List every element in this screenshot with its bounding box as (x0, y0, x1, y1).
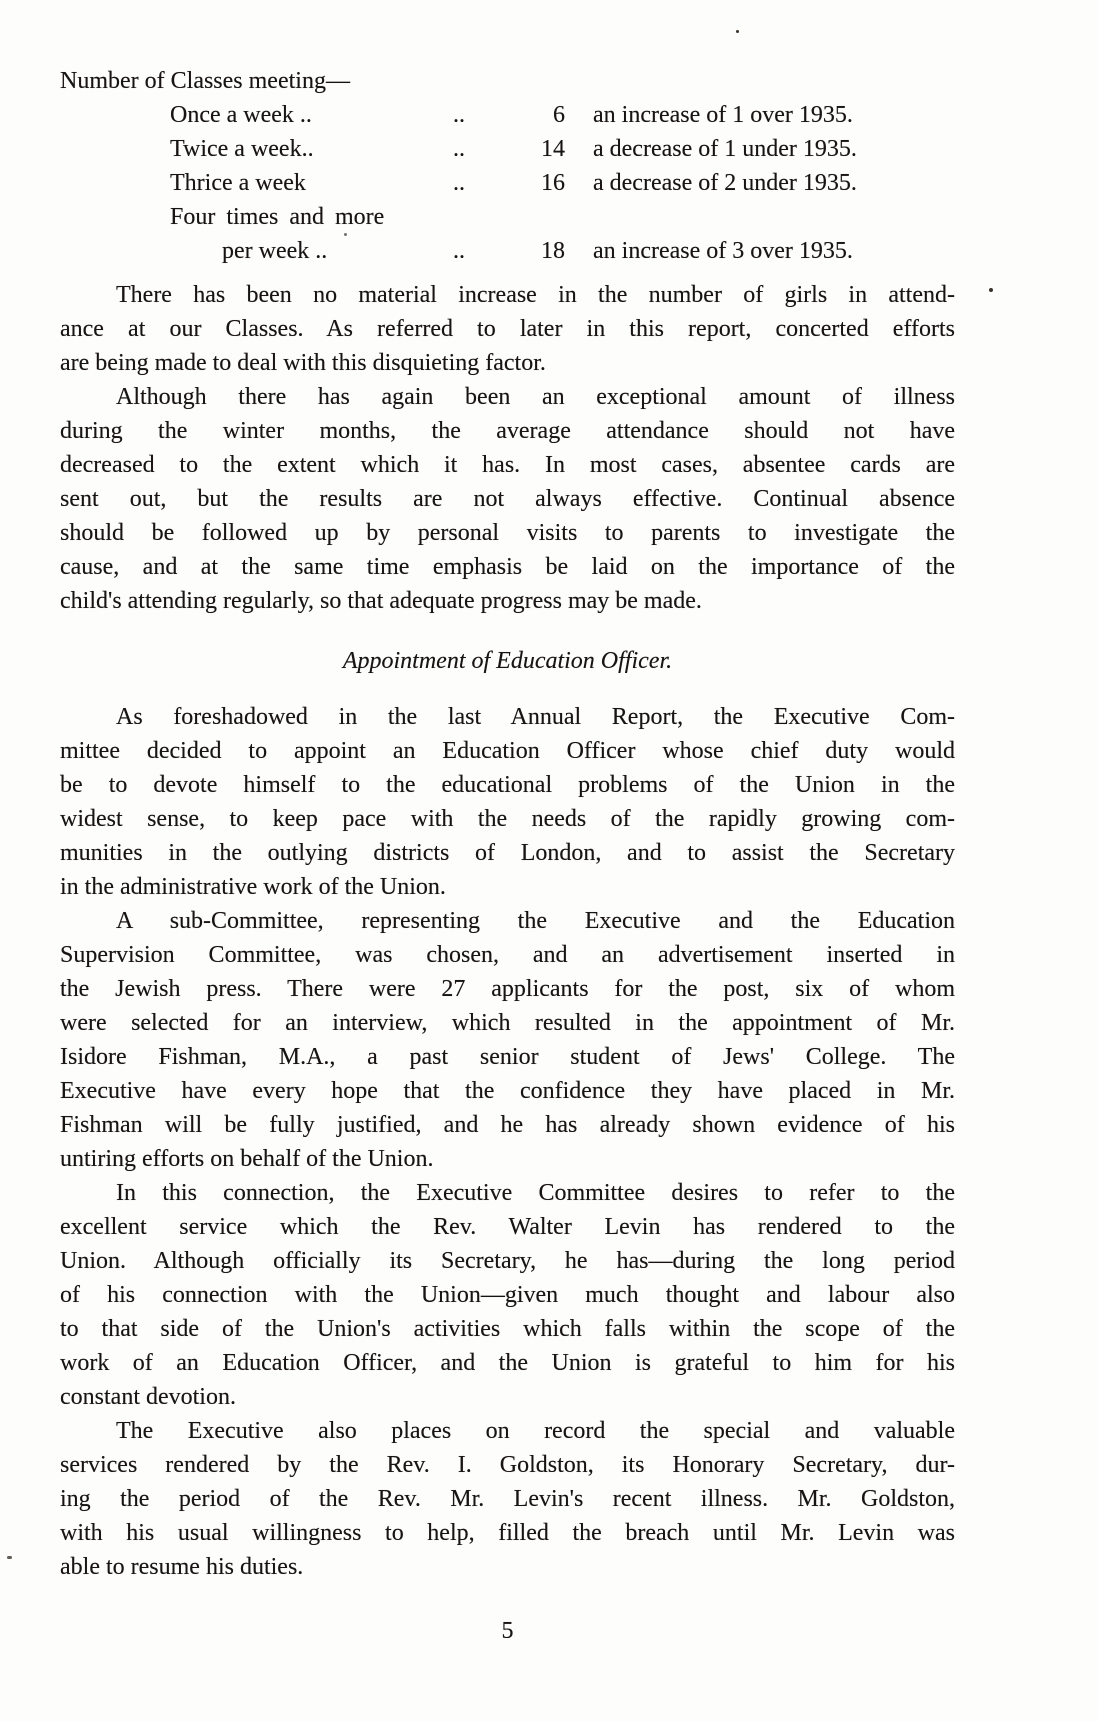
text-line: decreased to the extent which it has. In most cases, absentee cards are (60, 452, 955, 478)
paragraph-sub-committee (60, 904, 955, 1176)
text-line: services rendered by the Rev. I. Goldston, its Honorary Secretary, dur- (60, 1452, 955, 1478)
text-line: mittee decided to appoint an Education Officer whose chief duty would (60, 738, 955, 764)
text-line: In this connection, the Executive Committee desires to refer to the (116, 1180, 955, 1206)
text-line: to that side of the Union's activities which falls within the scope of the (60, 1316, 955, 1342)
text-line: Executive have every hope that the confidence they have placed in Mr. (60, 1078, 955, 1104)
dot-leader: .. (453, 170, 465, 196)
text-line: Union. Although officially its Secretary, he has—during the long period (60, 1248, 955, 1274)
scan-speck (344, 233, 347, 236)
section-heading: Appointment of Education Officer. (342, 648, 673, 674)
text-line: child's attending regularly, so that adequate progress may be made. (60, 588, 702, 614)
paragraph-attendance (60, 278, 955, 380)
text-line: Isidore Fishman, M.A., a past senior student of Jews' College. The (60, 1044, 955, 1070)
text-line: The Executive also places on record the special and valuable (116, 1418, 955, 1444)
text-line: untiring efforts on behalf of the Union. (60, 1146, 434, 1172)
text-line: Supervision Committee, was chosen, and an advertisement inserted in (60, 942, 955, 968)
row-label-text: per week .. (222, 238, 328, 264)
paragraph-education-officer (60, 700, 955, 904)
text-line: able to resume his duties. (60, 1554, 304, 1580)
table-row-continuation: Four times and more (170, 204, 385, 230)
table-intro: Number of Classes meeting— (60, 68, 350, 94)
text-line: widest sense, to keep pace with the needs of the rapidly growing com- (60, 806, 955, 832)
text-line: Although there has again been an exceptional amount of illness (116, 384, 955, 410)
table-row (222, 234, 955, 268)
row-label-text: Twice a week.. (170, 136, 314, 162)
text-line: As foreshadowed in the last Annual Report, the Executive Com- (116, 704, 955, 730)
classes-table (60, 64, 955, 268)
dot-leader: .. (453, 238, 465, 264)
text-line: ing the period of the Rev. Mr. Levin's recent illness. Mr. Goldston, (60, 1486, 955, 1512)
page-footer (60, 1614, 955, 1648)
table-row-value: 6 (553, 102, 565, 128)
table-row-note: an increase of 3 over 1935. (593, 238, 853, 264)
row-label-text: Thrice a week (170, 170, 306, 196)
text-line: during the winter months, the average attendance should not have (60, 418, 955, 444)
table-row-label (170, 166, 465, 200)
row-label-text: Once a week .. (170, 102, 312, 128)
scan-speck (989, 288, 993, 292)
table-row (170, 98, 955, 132)
table-row-value: 16 (541, 170, 565, 196)
table-row-note: a decrease of 2 under 1935. (593, 170, 857, 196)
table-row-value: 18 (541, 238, 565, 264)
scan-speck (7, 1556, 12, 1559)
table-row-value: 14 (541, 136, 565, 162)
dot-leader: .. (453, 136, 465, 162)
text-line: are being made to deal with this disquieting factor. (60, 350, 546, 376)
dot-leader: .. (453, 102, 465, 128)
page-number: 5 (501, 1618, 514, 1644)
table-row (170, 132, 955, 166)
text-line: There has been no material increase in the number of girls in attend- (116, 282, 955, 308)
table-row-label (170, 98, 465, 132)
text-line: Fishman will be fully justified, and he has already shown evidence of his (60, 1112, 955, 1138)
table-row-label (170, 132, 465, 166)
text-line: with his usual willingness to help, filled the breach until Mr. Levin was (60, 1520, 955, 1546)
text-line: cause, and at the same time emphasis be laid on the importance of the (60, 554, 955, 580)
text-line: excellent service which the Rev. Walter Levin has rendered to the (60, 1214, 955, 1240)
text-line: ance at our Classes. As referred to later in this report, concerted efforts (60, 316, 955, 342)
paragraph-goldston (60, 1414, 955, 1584)
scan-speck (736, 30, 739, 33)
table-row-label (222, 234, 465, 268)
paragraph-walter-levin (60, 1176, 955, 1414)
text-line: the Jewish press. There were 27 applicants for the post, six of whom (60, 976, 955, 1002)
table-row-note: an increase of 1 over 1935. (593, 102, 853, 128)
text-line: in the administrative work of the Union. (60, 874, 446, 900)
text-line: A sub-Committee, representing the Executive and the Education (116, 908, 955, 934)
table-row-note: a decrease of 1 under 1935. (593, 136, 857, 162)
text-line: work of an Education Officer, and the Union is grateful to him for his (60, 1350, 955, 1376)
paragraph-illness (60, 380, 955, 618)
text-line: constant devotion. (60, 1384, 236, 1410)
text-line: sent out, but the results are not always effective. Continual absence (60, 486, 955, 512)
text-line: were selected for an interview, which resulted in the appointment of Mr. (60, 1010, 955, 1036)
text-line: be to devote himself to the educational problems of the Union in the (60, 772, 955, 798)
table-row (170, 166, 955, 200)
text-line: munities in the outlying districts of London, and to assist the Secretary (60, 840, 955, 866)
text-line: should be followed up by personal visits to parents to investigate the (60, 520, 955, 546)
text-line: of his connection with the Union—given much thought and labour also (60, 1282, 955, 1308)
